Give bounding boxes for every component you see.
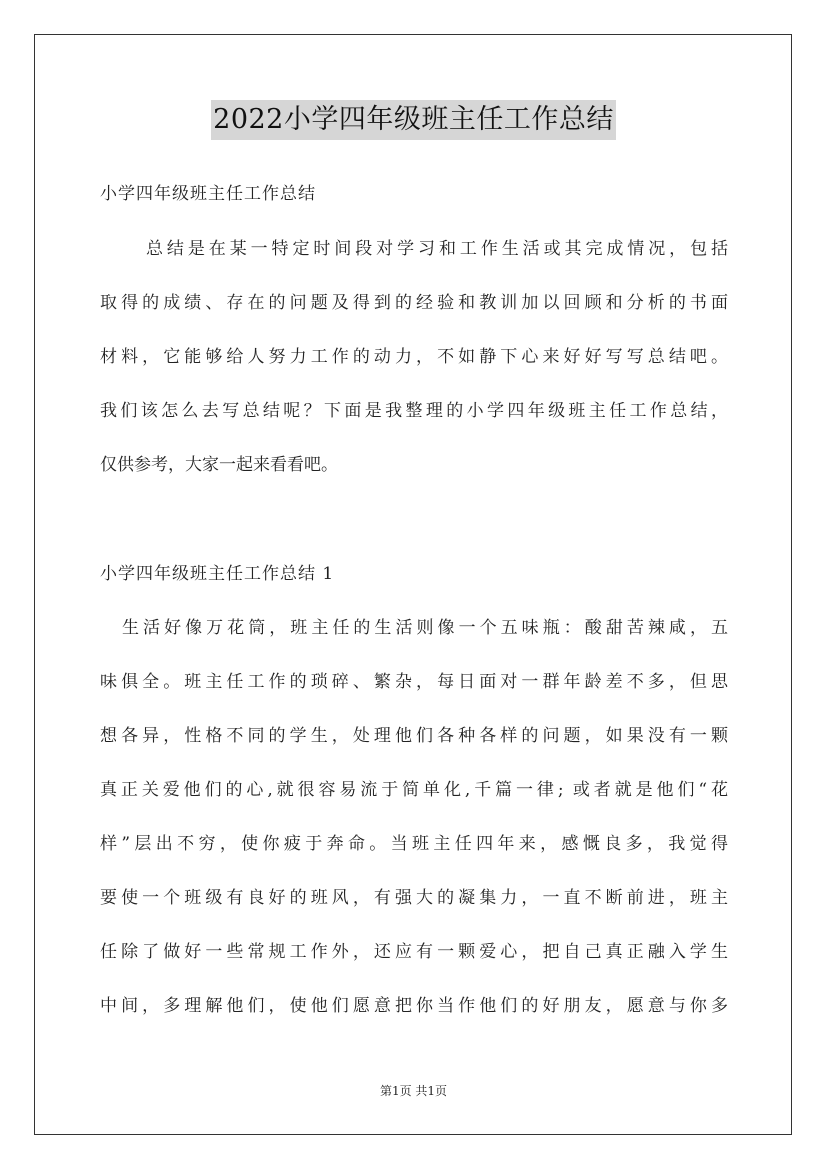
subsection-heading: 小学四年级班主任工作总结 1 — [100, 564, 335, 584]
body-line-6: 要使一个班级有良好的班风，有强大的凝集力，一直不断前进，班主 — [100, 888, 728, 908]
body-line-5: 样”层出不穷，使你疲于奔命。当班主任四年来，感慨良多，我觉得 — [100, 834, 728, 854]
intro-line-2: 取得的成绩、存在的问题及得到的经验和教训加以回顾和分析的书面 — [100, 293, 728, 313]
document-title: 2022小学四年级班主任工作总结 — [211, 100, 616, 140]
body-line-4: 真正关爱他们的心,就很容易流于简单化,千篇一律; 或者就是他们“花 — [100, 780, 728, 800]
body-line-7: 任除了做好一些常规工作外，还应有一颗爱心，把自己真正融入学生 — [100, 942, 728, 962]
body-line-1: 生活好像万花筒，班主任的生活则像一个五味瓶：酸甜苦辣咸，五 — [122, 618, 728, 638]
body-line-3: 想各异，性格不同的学生，处理他们各种各样的问题，如果没有一颗 — [100, 726, 728, 746]
body-line-2: 味俱全。班主任工作的琐碎、繁杂，每日面对一群年龄差不多，但思 — [100, 672, 728, 692]
section-heading: 小学四年级班主任工作总结 — [100, 184, 316, 204]
intro-line-4: 我们该怎么去写总结呢？下面是我整理的小学四年级班主任工作总结， — [100, 401, 728, 421]
intro-line-5: 仅供参考，大家一起来看看吧。 — [100, 455, 338, 475]
intro-line-1: 总结是在某一特定时间段对学习和工作生活或其完成情况，包括 — [146, 239, 728, 259]
intro-line-3: 材料，它能够给人努力工作的动力，不如静下心来好好写写总结吧。 — [100, 347, 728, 367]
body-line-8: 中间，多理解他们，使他们愿意把你当作他们的好朋友，愿意与你多 — [100, 996, 728, 1016]
title-container — [0, 100, 827, 140]
page-footer: 第1页 共1页 — [379, 1084, 448, 1098]
